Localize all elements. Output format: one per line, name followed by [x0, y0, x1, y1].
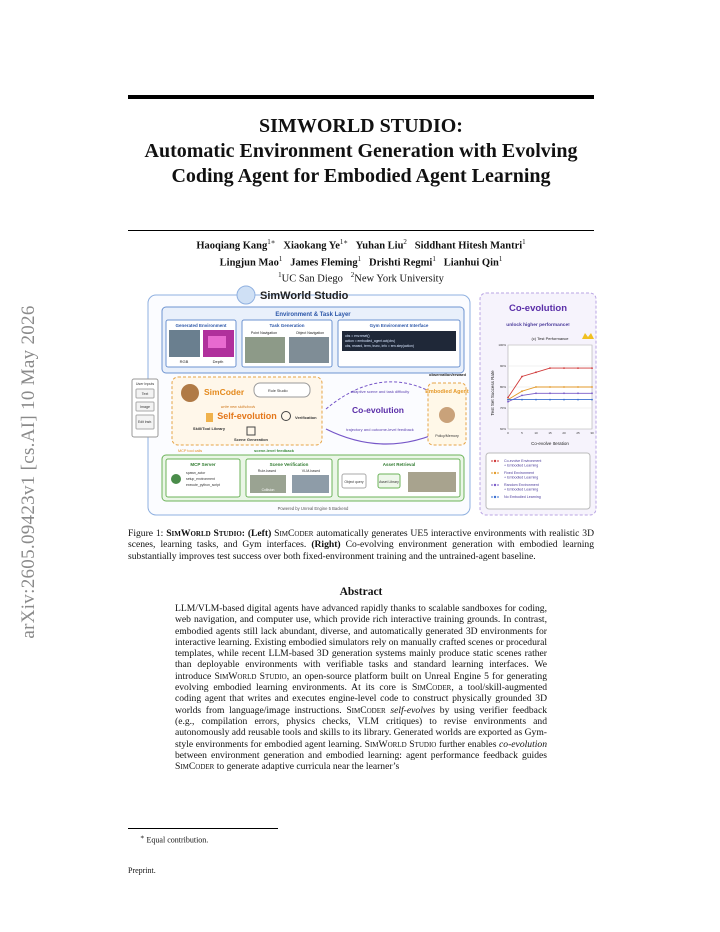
data-point — [535, 371, 537, 373]
svg-text:Asset Library: Asset Library — [379, 480, 399, 484]
chart-title: (c) Test Performance — [531, 336, 569, 341]
data-point — [507, 399, 509, 401]
svg-text:unlock higher performance!: unlock higher performance! — [506, 323, 570, 328]
data-point — [507, 397, 509, 399]
figure-1 — [135, 289, 598, 519]
svg-text:Scene Generation: Scene Generation — [233, 437, 269, 442]
data-point — [577, 399, 579, 401]
y-tick-label: 90% — [499, 364, 506, 368]
title-rule-top — [128, 95, 594, 99]
svg-text:write new skills/tools: write new skills/tools — [220, 405, 256, 409]
data-point — [563, 392, 565, 394]
globe-icon — [237, 286, 255, 304]
powered-by: Powered by Unreal Engine 5 Backend — [277, 506, 349, 511]
data-point — [549, 386, 551, 388]
data-point — [563, 386, 565, 388]
paper-title: SIMWORLD STUDIO: Automatic Environment Generation with Evolving Coding Agent for Embodied Agent Learning — [144, 115, 578, 187]
svg-text:obs, reward, term, trunc, info: obs, reward, term, trunc, info = env.step(action) — [345, 344, 414, 348]
chart-area — [498, 343, 594, 435]
footnote: ∗ Equal contribution. — [140, 834, 209, 845]
data-point — [521, 395, 523, 397]
data-point — [549, 367, 551, 369]
coevolution-label: Co-evolution — [352, 405, 404, 415]
figure-caption: Figure 1: SimWorld Studio: (Left) SimCoder automatically generates UE5 interactive environments with realistic 3D scenes, learning tasks, and Gym interfaces. (Right) Co-evolving environment generation with embodied learning substantially improves test success over both fixed-environment training and the untrained-agent baseline. — [128, 528, 595, 562]
point-nav-image — [245, 337, 285, 363]
svg-text:Verification: Verification — [295, 415, 317, 420]
svg-text:obs = env.reset(): obs = env.reset() — [345, 334, 370, 338]
svg-text:setup_environment: setup_environment — [186, 477, 215, 481]
figure-svg — [135, 289, 598, 519]
svg-text:Skill/Tool Library: Skill/Tool Library — [192, 426, 226, 431]
y-axis-label: Test Set Success Rate — [490, 370, 495, 416]
legend-marker — [494, 484, 496, 486]
env-layer-label: Environment & Task Layer — [275, 312, 351, 318]
library-icon — [206, 413, 213, 422]
x-tick-label: 20 — [562, 431, 566, 435]
data-point — [591, 392, 593, 394]
svg-text:VLM-based: VLM-based — [301, 469, 321, 473]
preprint-label: Preprint. — [128, 866, 156, 875]
svg-text:action = embodied_agent.act(ob: action = embodied_agent.act(obs) — [345, 339, 395, 343]
legend-label-2: + Embodied Learning — [504, 475, 539, 480]
data-point — [591, 386, 593, 388]
svg-text:Rule Studio: Rule Studio — [268, 389, 288, 393]
x-tick-label: 5 — [521, 431, 523, 435]
legend-marker — [494, 460, 496, 462]
svg-text:Edit Instr.: Edit Instr. — [137, 420, 153, 424]
svg-text:Gym Environment Interface: Gym Environment Interface — [369, 323, 429, 328]
svg-text:User Inputs: User Inputs — [135, 382, 155, 386]
svg-text:Depth: Depth — [212, 359, 224, 364]
object-nav-image — [289, 337, 329, 363]
data-point — [535, 386, 537, 388]
x-tick-label: 0 — [507, 431, 509, 435]
svg-text:Rule-based: Rule-based — [257, 469, 277, 473]
abstract-heading: Abstract — [339, 586, 383, 598]
svg-text:Generated Environment: Generated Environment — [175, 323, 227, 328]
data-point — [591, 399, 593, 401]
x-tick-label: 25 — [576, 431, 580, 435]
svg-text:spawn_actor: spawn_actor — [186, 471, 206, 475]
legend-label-2: + Embodied Learning — [504, 487, 539, 492]
svg-text:trajectory and outcome-level f: trajectory and outcome-level feedback — [346, 427, 414, 432]
title-rule-bottom — [128, 230, 594, 231]
data-point — [577, 367, 579, 369]
data-point — [521, 399, 523, 401]
data-point — [535, 399, 537, 401]
x-tick-label: 15 — [548, 431, 552, 435]
vlm-verif-image — [292, 475, 329, 493]
svg-text:Policy/Memory: Policy/Memory — [435, 434, 459, 438]
asset-image — [408, 472, 456, 492]
data-point — [521, 390, 523, 392]
y-tick-label: 80% — [499, 385, 506, 389]
author-block: Haoqiang Kang$^{1∗}$ Xiaokang $Ye^{1∗}$ Yuhan Liu$^2$ Siddhant Hitesh Mantri$^1$ Lingjun Mao$^1$ James Fleming$^1$ Drishti Regmi$^1$ Lianhui Qin$^1$ $^1$UC San Diego $^2$New York University — [128, 236, 594, 286]
y-tick-label: 70% — [499, 406, 506, 410]
svg-text:MCP tool calls: MCP tool calls — [178, 449, 203, 453]
studio-title: SimWorld Studio — [260, 290, 349, 302]
server-icon — [171, 474, 181, 484]
rgb-image — [169, 330, 200, 357]
data-point — [535, 392, 537, 394]
legend-label: Random Environment — [504, 483, 539, 487]
x-tick-label: 10 — [534, 431, 538, 435]
data-point — [549, 399, 551, 401]
data-point — [507, 401, 509, 403]
simcoder-label: SimCoder — [204, 387, 245, 397]
data-point — [577, 392, 579, 394]
self-evolution-label: Self-evolution — [217, 411, 277, 421]
abstract-body: LLM/VLM-based digital agents have advanced rapidly thanks to scalable sandboxes for coding, web navigation, and computer use, which provide rich interactive training grounds. In contrast, embodied agents still lack abundant, diverse, and automatically generated 3D environments for interactive learning. Existing embodied simulators rely on manually crafted scenes or procedural templates, while recent LLM-based 3D generation systems mainly produce static scenes rather than deployable environments with verifiable tasks and standard learning interfaces. We introduce SimWorld Studio, an open-source platform built on Unreal Engine 5 for generating evolving embodied learning environments. At its core is SimCoder, a tool/skill-augmented coding agent that writes and executes engine-level code to construct physically grounded 3D worlds from language/image instructions. SimCoder self-evolves by using verifier feedback (e.g., compilation errors, physics checks, VLM critiques) to revise environments and autonomously add reusable tools and skills to its library. Generated worlds are exported as Gym-style environments for embodied agent learning. SimWorld Studio further enables co-evolution between environment generation and embodied learning: agent performance feedback guides SimCoder to generate adaptive curricula near the learner’s — [175, 603, 548, 773]
svg-text:Scene Verification: Scene Verification — [269, 462, 309, 467]
data-point — [577, 386, 579, 388]
depth-highlight — [208, 336, 226, 348]
svg-text:Point Navigation: Point Navigation — [250, 331, 278, 335]
legend-label: Fixed Environment — [504, 471, 534, 475]
agent-robot-icon — [439, 407, 455, 423]
y-tick-label: 60% — [499, 427, 506, 431]
data-point — [521, 376, 523, 378]
svg-text:execute_python_script: execute_python_script — [186, 483, 220, 487]
legend-marker — [494, 472, 496, 474]
svg-text:MCP Server: MCP Server — [190, 462, 216, 467]
coevo-title: Co-evolution — [508, 303, 568, 314]
svg-text:Task Generation: Task Generation — [269, 323, 305, 328]
svg-text:Asset Retrieval: Asset Retrieval — [382, 462, 416, 467]
svg-text:Collision: Collision — [261, 488, 275, 492]
y-tick-label: 100% — [498, 343, 506, 347]
x-axis-label: Co-evolve Iteration — [531, 441, 569, 446]
x-tick-label: 30 — [590, 431, 594, 435]
svg-text:scene-level feedback: scene-level feedback — [254, 448, 295, 453]
affiliations: $^1$UC San Diego $^2$New York University — [278, 271, 444, 285]
svg-text:Text: Text — [141, 392, 149, 396]
legend-label: Co-evolve Environment — [504, 459, 542, 463]
data-point — [591, 367, 593, 369]
simcoder-robot-icon — [181, 384, 199, 402]
legend-label-2: + Embodied Learning — [504, 463, 539, 468]
svg-text:adaptive scene and task diffic: adaptive scene and task difficulty — [350, 389, 410, 394]
legend-marker — [494, 496, 496, 498]
arxiv-stamp: arXiv:2605.09423v1 [cs.AI] 10 May 2026 — [18, 305, 39, 639]
data-point — [549, 392, 551, 394]
svg-text:Object Navigation: Object Navigation — [295, 331, 325, 335]
legend-label: No Embodied Learning — [504, 495, 541, 499]
footnote-rule — [128, 828, 278, 829]
svg-text:observation/reward: observation/reward — [429, 372, 466, 377]
svg-text:RGB: RGB — [179, 359, 189, 364]
data-point — [563, 367, 565, 369]
svg-text:Object query: Object query — [344, 480, 364, 484]
svg-text:Image: Image — [140, 405, 150, 409]
data-point — [563, 399, 565, 401]
svg-text:Embodied Agent: Embodied Agent — [425, 389, 469, 395]
